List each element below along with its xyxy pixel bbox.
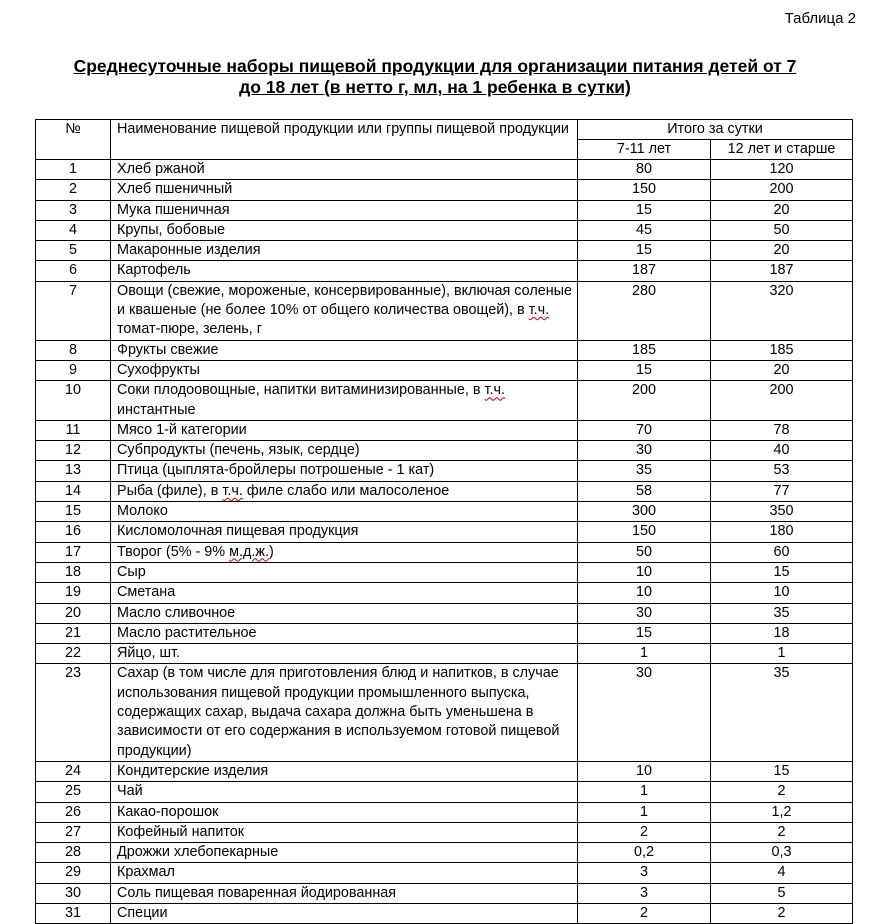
- row-product-name: Молоко: [111, 502, 578, 522]
- row-number: 1: [36, 160, 111, 180]
- row-number: 24: [36, 761, 111, 781]
- row-value-12-plus: 320: [711, 281, 853, 340]
- row-product-name: Кофейный напиток: [111, 822, 578, 842]
- row-value-12-plus: 187: [711, 261, 853, 281]
- row-number: 11: [36, 420, 111, 440]
- row-number: 13: [36, 461, 111, 481]
- table-row: [36, 461, 853, 481]
- row-value-7-11: 200: [578, 381, 711, 421]
- row-product-name: Субпродукты (печень, язык, сердце): [111, 441, 578, 461]
- row-number: 5: [36, 241, 111, 261]
- row-product-name: Мясо 1-й категории: [111, 420, 578, 440]
- row-value-7-11: 58: [578, 481, 711, 501]
- row-product-name: Мука пшеничная: [111, 200, 578, 220]
- table-row: [36, 502, 853, 522]
- row-value-12-plus: 2: [711, 782, 853, 802]
- row-value-7-11: 3: [578, 883, 711, 903]
- table-row: [36, 883, 853, 903]
- table-row: [36, 603, 853, 623]
- row-value-12-plus: 15: [711, 562, 853, 582]
- row-number: 27: [36, 822, 111, 842]
- row-number: 20: [36, 603, 111, 623]
- row-value-12-plus: 185: [711, 340, 853, 360]
- abbreviation: т.ч.: [528, 302, 550, 319]
- table-row: [36, 180, 853, 200]
- row-product-name: Яйцо, шт.: [111, 644, 578, 664]
- row-value-7-11: 0,2: [578, 843, 711, 863]
- table-row: [36, 761, 853, 781]
- table-row: [36, 281, 853, 340]
- table-row: [36, 542, 853, 562]
- row-value-12-plus: 0,3: [711, 843, 853, 863]
- row-product-name: Сахар (в том числе для приготовления блюд и напитков, в случае использования пищевой продукции промышленного выпуска, содержащих сахар, выдача сахара должна быть уменьшена в зависимости от его содержания в используемом готовой пищевой продукции): [111, 664, 578, 761]
- row-product-name: Макаронные изделия: [111, 241, 578, 261]
- header-product-name: Наименование пищевой продукции или группы пищевой продукции: [111, 120, 578, 160]
- table-row: [36, 360, 853, 380]
- row-number: 3: [36, 200, 111, 220]
- title-line-2: до 18 лет (в нетто г, мл, на 1 ребенка в сутки): [239, 77, 631, 97]
- row-number: 7: [36, 281, 111, 340]
- row-value-7-11: 70: [578, 420, 711, 440]
- row-product-name: Масло растительное: [111, 623, 578, 643]
- table-label: Таблица 2: [784, 10, 856, 27]
- row-value-12-plus: 77: [711, 481, 853, 501]
- row-value-7-11: 80: [578, 160, 711, 180]
- table-row: [36, 644, 853, 664]
- row-value-7-11: 280: [578, 281, 711, 340]
- table-row: [36, 583, 853, 603]
- row-value-12-plus: 200: [711, 381, 853, 421]
- row-value-7-11: 30: [578, 664, 711, 761]
- row-product-name: Крахмал: [111, 863, 578, 883]
- row-value-12-plus: 20: [711, 241, 853, 261]
- row-product-name: Хлеб ржаной: [111, 160, 578, 180]
- row-product-name: Рыба (филе), в т.ч. филе слабо или малосоленое: [111, 481, 578, 501]
- row-value-7-11: 45: [578, 220, 711, 240]
- row-value-7-11: 2: [578, 822, 711, 842]
- row-value-12-plus: 35: [711, 603, 853, 623]
- row-number: 12: [36, 441, 111, 461]
- row-product-name: Масло сливочное: [111, 603, 578, 623]
- table-row: [36, 241, 853, 261]
- row-value-7-11: 15: [578, 360, 711, 380]
- row-value-12-plus: 180: [711, 522, 853, 542]
- row-value-12-plus: 20: [711, 200, 853, 220]
- row-value-7-11: 150: [578, 522, 711, 542]
- row-value-12-plus: 53: [711, 461, 853, 481]
- row-value-12-plus: 2: [711, 822, 853, 842]
- row-value-12-plus: 40: [711, 441, 853, 461]
- row-product-name: Фрукты свежие: [111, 340, 578, 360]
- row-number: 31: [36, 903, 111, 923]
- row-value-7-11: 10: [578, 761, 711, 781]
- header-number: №: [36, 120, 111, 160]
- row-value-7-11: 10: [578, 583, 711, 603]
- row-value-12-plus: 50: [711, 220, 853, 240]
- row-value-7-11: 30: [578, 603, 711, 623]
- row-value-12-plus: 200: [711, 180, 853, 200]
- row-value-12-plus: 4: [711, 863, 853, 883]
- row-number: 18: [36, 562, 111, 582]
- row-number: 16: [36, 522, 111, 542]
- row-product-name: Крупы, бобовые: [111, 220, 578, 240]
- row-number: 23: [36, 664, 111, 761]
- row-number: 28: [36, 843, 111, 863]
- row-number: 29: [36, 863, 111, 883]
- abbreviation: т.ч.: [484, 382, 506, 399]
- document-title: [20, 56, 850, 98]
- row-value-12-plus: 2: [711, 903, 853, 923]
- row-value-7-11: 10: [578, 562, 711, 582]
- table-row: [36, 261, 853, 281]
- table-row: [36, 802, 853, 822]
- title-line-1: Среднесуточные наборы пищевой продукции для организации питания детей от 7: [73, 56, 797, 76]
- row-product-name: Сметана: [111, 583, 578, 603]
- row-value-7-11: 35: [578, 461, 711, 481]
- row-value-12-plus: 1,2: [711, 802, 853, 822]
- row-product-name: Овощи (свежие, мороженые, консервированные), включая соленые и квашеные (не более 10% от общего количества овощей), в т.ч. томат-пюре, зелень, г: [111, 281, 578, 340]
- row-number: 2: [36, 180, 111, 200]
- row-value-7-11: 150: [578, 180, 711, 200]
- row-value-7-11: 50: [578, 542, 711, 562]
- row-product-name: Птица (цыплята-бройлеры потрошеные - 1 кат): [111, 461, 578, 481]
- table-row: [36, 420, 853, 440]
- table-row: [36, 822, 853, 842]
- row-value-7-11: 1: [578, 782, 711, 802]
- table-row: [36, 843, 853, 863]
- row-value-7-11: 1: [578, 802, 711, 822]
- row-number: 9: [36, 360, 111, 380]
- row-number: 30: [36, 883, 111, 903]
- table-header-row: [36, 120, 853, 140]
- table-row: [36, 381, 853, 421]
- row-product-name: Соки плодоовощные, напитки витаминизированные, в т.ч. инстантные: [111, 381, 578, 421]
- header-age-7-11: 7-11 лет: [578, 140, 711, 160]
- row-number: 4: [36, 220, 111, 240]
- row-value-7-11: 2: [578, 903, 711, 923]
- row-number: 19: [36, 583, 111, 603]
- table-row: [36, 220, 853, 240]
- header-age-12-plus: 12 лет и старше: [711, 140, 853, 160]
- row-value-7-11: 15: [578, 241, 711, 261]
- row-product-name: Сухофрукты: [111, 360, 578, 380]
- table-row: [36, 664, 853, 761]
- abbreviation: т.ч.: [222, 482, 243, 499]
- row-product-name: Картофель: [111, 261, 578, 281]
- row-product-name: Кондитерские изделия: [111, 761, 578, 781]
- row-value-7-11: 300: [578, 502, 711, 522]
- header-daily-total: Итого за сутки: [578, 120, 853, 140]
- row-number: 25: [36, 782, 111, 802]
- row-value-12-plus: 60: [711, 542, 853, 562]
- food-norms-table: [35, 119, 853, 924]
- table-row: [36, 903, 853, 923]
- row-number: 22: [36, 644, 111, 664]
- row-product-name: Творог (5% - 9% м.д.ж.): [111, 542, 578, 562]
- row-value-7-11: 185: [578, 340, 711, 360]
- table-row: [36, 782, 853, 802]
- row-value-12-plus: 78: [711, 420, 853, 440]
- table-row: [36, 340, 853, 360]
- table-row: [36, 160, 853, 180]
- table-row: [36, 441, 853, 461]
- table-row: [36, 562, 853, 582]
- table-row: [36, 623, 853, 643]
- row-value-12-plus: 15: [711, 761, 853, 781]
- row-product-name: Какао-порошок: [111, 802, 578, 822]
- row-value-7-11: 15: [578, 623, 711, 643]
- row-number: 10: [36, 381, 111, 421]
- row-product-name: Дрожжи хлебопекарные: [111, 843, 578, 863]
- row-value-12-plus: 1: [711, 644, 853, 664]
- row-value-12-plus: 20: [711, 360, 853, 380]
- row-value-12-plus: 5: [711, 883, 853, 903]
- row-number: 8: [36, 340, 111, 360]
- abbreviation: м.д.ж.: [229, 543, 269, 560]
- row-product-name: Чай: [111, 782, 578, 802]
- table-row: [36, 481, 853, 501]
- row-product-name: Специи: [111, 903, 578, 923]
- row-number: 21: [36, 623, 111, 643]
- row-number: 17: [36, 542, 111, 562]
- row-value-7-11: 30: [578, 441, 711, 461]
- row-product-name: Кисломолочная пищевая продукция: [111, 522, 578, 542]
- row-number: 14: [36, 481, 111, 501]
- row-value-12-plus: 120: [711, 160, 853, 180]
- row-product-name: Сыр: [111, 562, 578, 582]
- table-row: [36, 863, 853, 883]
- row-product-name: Хлеб пшеничный: [111, 180, 578, 200]
- row-number: 15: [36, 502, 111, 522]
- row-value-7-11: 1: [578, 644, 711, 664]
- table-body: [36, 160, 853, 924]
- row-product-name: Соль пищевая поваренная йодированная: [111, 883, 578, 903]
- row-value-12-plus: 18: [711, 623, 853, 643]
- row-number: 26: [36, 802, 111, 822]
- row-value-7-11: 3: [578, 863, 711, 883]
- row-value-12-plus: 350: [711, 502, 853, 522]
- row-value-12-plus: 10: [711, 583, 853, 603]
- row-value-12-plus: 35: [711, 664, 853, 761]
- row-value-7-11: 187: [578, 261, 711, 281]
- row-value-7-11: 15: [578, 200, 711, 220]
- table-row: [36, 200, 853, 220]
- row-number: 6: [36, 261, 111, 281]
- table-row: [36, 522, 853, 542]
